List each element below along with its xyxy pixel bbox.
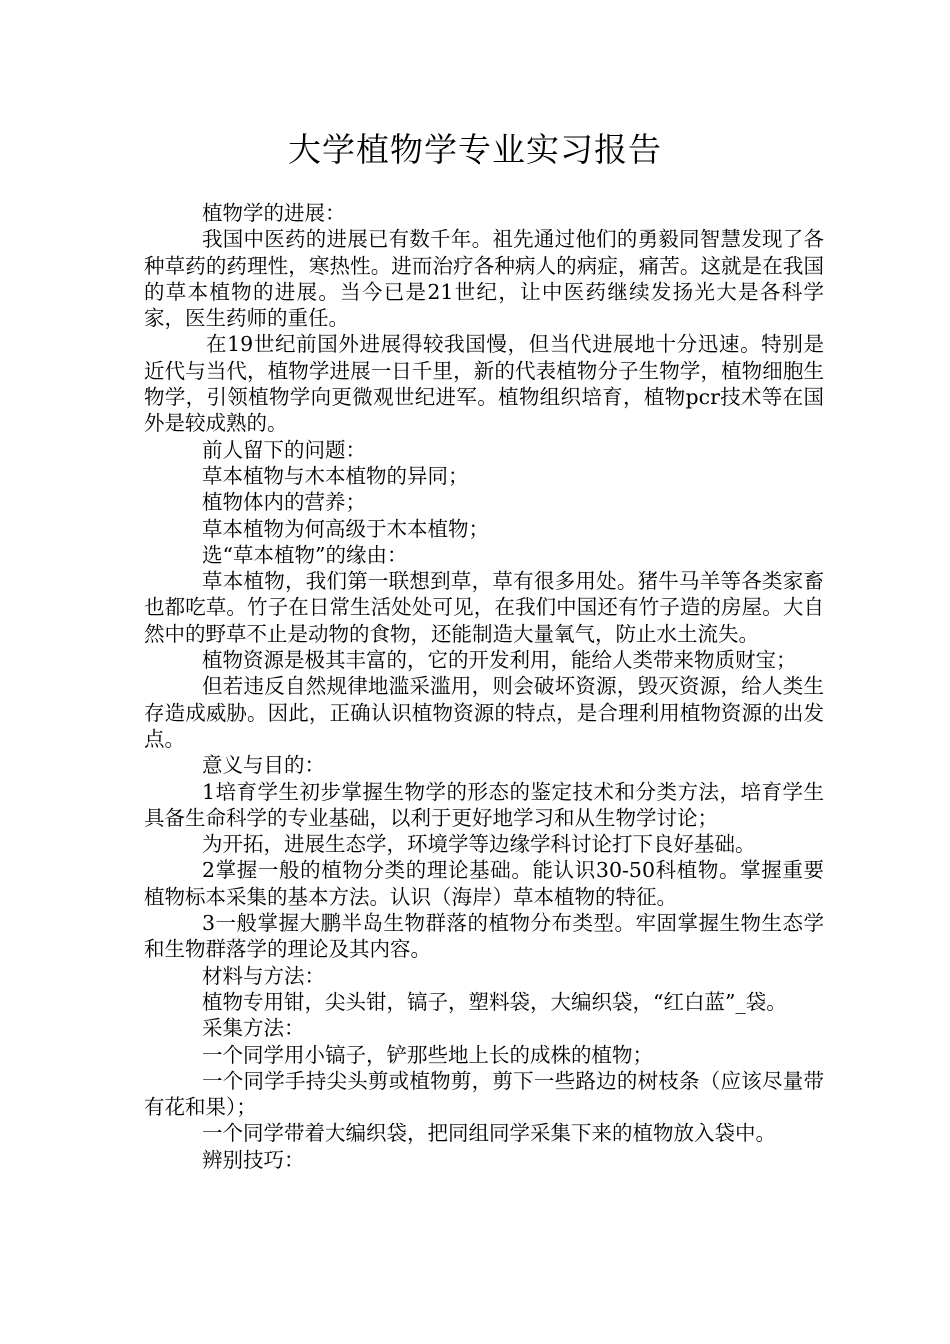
purpose-item-3: 3一般掌握大鹏半岛生物群落的植物分布类型。牢固掌握生物生态学和生物群落学的理论及其内容。 xyxy=(144,911,824,962)
collection-step-3: 一个同学带着大编织袋，把同组同学采集下来的植物放入袋中。 xyxy=(202,1121,776,1146)
section-heading-collection: 采集方法： xyxy=(202,1016,305,1041)
section-heading-materials: 材料与方法： xyxy=(202,963,325,988)
question-item-3: 草本植物为何高级于木本植物； xyxy=(202,516,489,541)
document-title: 大学植物学专业实习报告 xyxy=(288,130,662,169)
section-heading-questions: 前人留下的问题： xyxy=(202,437,366,462)
document-body xyxy=(144,200,824,1173)
section-heading-identification: 辨别技巧： xyxy=(202,1147,305,1172)
purpose-item-1-continued: 为开拓，进展生态学，环境学等边缘学科讨论打下良好基础。 xyxy=(202,832,756,857)
paragraph-foreign-development: 在19世纪前国外进展得较我国慢，但当代进展地十分迅速。特别是近代与当代，植物学进展一日千里，新的代表植物分子生物学，植物细胞生物学，引领植物学向更微观世纪进军。植物组织培育，植物pcr技术等在国外是较成熟的。 xyxy=(144,332,824,436)
purpose-item-1: 1培育学生初步掌握生物学的形态的鉴定技术和分类方法，培育学生具备生命科学的专业基础，以利于更好地学习和从生物学讨论； xyxy=(144,779,824,830)
paragraph-resource-warning: 但若违反自然规律地滥采滥用，则会破坏资源，毁灭资源，给人类生存造成威胁。因此，正确认识植物资源的特点，是合理利用植物资源的出发点。 xyxy=(144,674,824,751)
paragraph-herbaceous-plants: 草本植物，我们第一联想到草，草有很多用处。猪牛马羊等各类家畜也都吃草。竹子在日常生活处处可见，在我们中国还有竹子造的房屋。大自然中的野草不止是动物的食物，还能制造大量氧气，防止水土流失。 xyxy=(144,569,824,646)
paragraph-plant-resources: 植物资源是极其丰富的，它的开发利用，能给人类带来物质财宝； xyxy=(202,648,797,673)
paragraph-tcm-history: 我国中医药的进展已有数千年。祖先通过他们的勇毅同智慧发现了各种草药的药理性，寒热性。进而治疗各种病人的病症，痛苦。这就是在我国的草本植物的进展。当今已是21世纪，让中医药继续发扬光大是各科学家，医生药师的重任。 xyxy=(144,227,824,331)
section-heading-purpose: 意义与目的： xyxy=(202,753,325,778)
question-item-2: 植物体内的营养； xyxy=(202,490,366,515)
question-item-1: 草本植物与木本植物的异同； xyxy=(202,463,469,488)
purpose-item-2: 2掌握一般的植物分类的理论基础。能认识30-50科植物。掌握重要植物标本采集的基本方法。认识（海岸）草本植物的特征。 xyxy=(144,858,824,909)
paragraph-materials-list: 植物专用钳，尖头钳，镐子，塑料袋，大编织袋，“红白蓝”_袋。 xyxy=(202,989,787,1014)
section-heading-reason: 选“草本植物”的缘由： xyxy=(202,542,408,567)
section-heading-development: 植物学的进展： xyxy=(202,201,346,225)
collection-step-2: 一个同学手持尖头剪或植物剪，剪下一些路边的树枝条（应该尽量带有花和果）； xyxy=(144,1068,824,1120)
collection-step-1: 一个同学用小镐子，铲那些地上长的成株的植物； xyxy=(202,1042,653,1067)
